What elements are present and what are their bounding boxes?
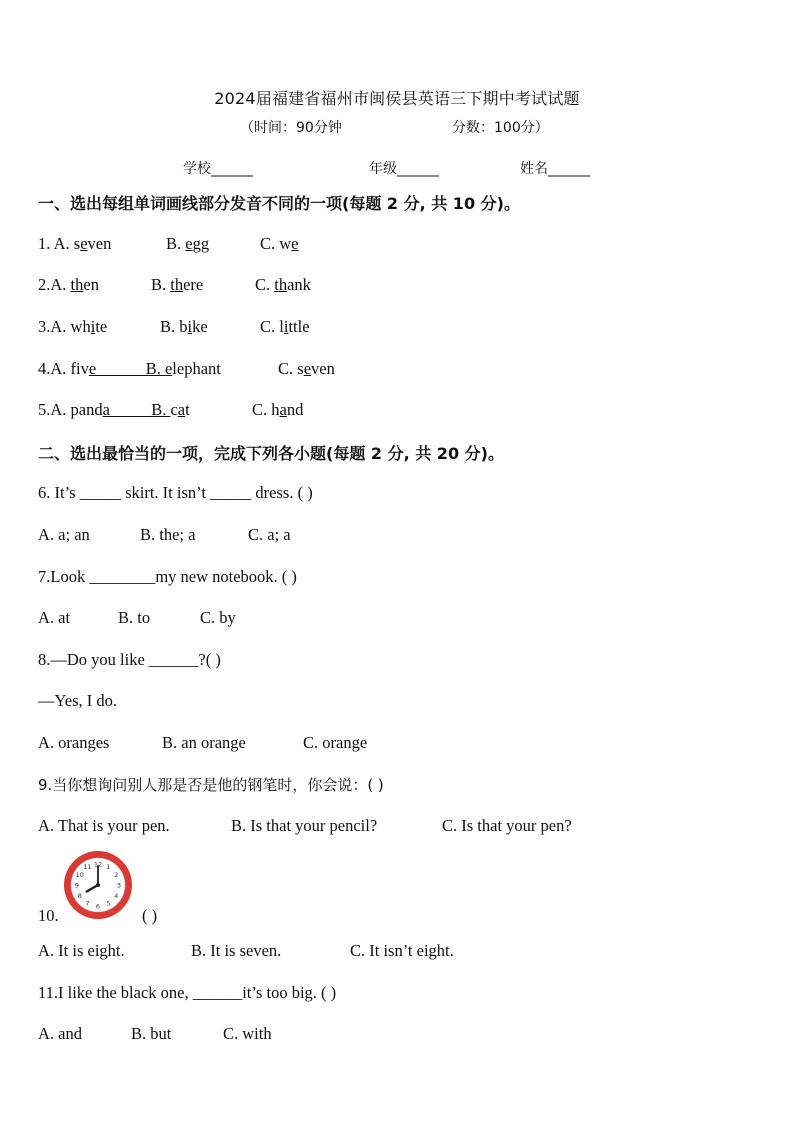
q4-option-c: C. seven bbox=[278, 359, 335, 378]
q7-option-b: B. to bbox=[118, 608, 151, 627]
clock-number: 8 bbox=[77, 891, 82, 900]
q11-option-a: A. and bbox=[38, 1024, 82, 1043]
question-8: 8.—Do you like ______?( ) bbox=[38, 650, 221, 669]
q9-option-a: A. That is your pen. bbox=[38, 816, 170, 835]
q8-option-c: C. orange bbox=[303, 733, 368, 752]
q10-answer-parens: ( ) bbox=[142, 906, 158, 925]
name-field[interactable]: 姓名______ bbox=[520, 161, 590, 177]
q8-reply: —Yes, I do. bbox=[38, 691, 118, 710]
clock-number: 9 bbox=[74, 881, 80, 890]
section2-heading: 二、选出最恰当的一项，完成下列各小题(每题 2 分, 共 20 分)。 bbox=[38, 444, 504, 463]
question-4: 4.A. five______B. elephant bbox=[38, 359, 221, 378]
q3-option-c: C. little bbox=[260, 317, 310, 336]
q10-option-c: C. It isn’t eight. bbox=[350, 941, 454, 960]
q2-option-b: B. there bbox=[151, 275, 204, 294]
question-1: 1. A. seven bbox=[38, 234, 112, 253]
q10-option-a: A. It is eight. bbox=[38, 941, 125, 960]
clock-number: 3 bbox=[116, 881, 122, 890]
q3-option-b: B. bike bbox=[160, 317, 208, 336]
clock-number: 1 bbox=[106, 863, 111, 872]
q5-option-c: C. hand bbox=[252, 400, 304, 419]
q1-option-c: C. we bbox=[260, 234, 299, 253]
clock-number: 7 bbox=[85, 899, 90, 908]
q6-option-c: C. a; a bbox=[248, 525, 291, 544]
page-title: 2024届福建省福州市闽侯县英语三下期中考试试题 bbox=[214, 89, 580, 108]
clock-number: 10 bbox=[75, 870, 84, 879]
question-11: 11.I like the black one, ______it’s too big. ( ) bbox=[38, 983, 337, 1002]
clock-center-pin bbox=[96, 883, 100, 887]
question-6: 6. It’s _____ skirt. It isn’t _____ dress. ( ) bbox=[38, 483, 313, 502]
clock-number: 11 bbox=[83, 863, 92, 872]
exam-score: 分数：100分） bbox=[452, 120, 549, 136]
clock-number: 12 bbox=[93, 860, 103, 869]
question-10: 10. bbox=[38, 906, 59, 925]
q11-option-c: C. with bbox=[223, 1024, 272, 1043]
q2-option-c: C. thank bbox=[255, 275, 311, 294]
q7-option-a: A. at bbox=[38, 608, 71, 627]
question-2: 2.A. then bbox=[38, 275, 99, 294]
question-3: 3.A. white bbox=[38, 317, 108, 336]
q8-option-b: B. an orange bbox=[162, 733, 246, 752]
clock-icon bbox=[62, 849, 134, 921]
question-5: 5.A. panda_____B. cat bbox=[38, 400, 190, 419]
clock-number: 6 bbox=[95, 902, 101, 911]
exam-time: （时间：90分钟 bbox=[240, 120, 342, 136]
q6-option-b: B. the; a bbox=[140, 525, 196, 544]
q10-option-b: B. It is seven. bbox=[191, 941, 282, 960]
clock-number: 4 bbox=[114, 891, 119, 900]
clock-number: 2 bbox=[114, 870, 119, 879]
q9-option-c: C. Is that your pen? bbox=[442, 816, 572, 835]
q8-option-a: A. oranges bbox=[38, 733, 110, 752]
q9-option-b: B. Is that your pencil? bbox=[231, 816, 378, 835]
question-7: 7.Look ________my new notebook. ( ) bbox=[38, 567, 297, 586]
q7-option-c: C. by bbox=[200, 608, 236, 627]
clock-number: 5 bbox=[106, 899, 111, 908]
q11-option-b: B. but bbox=[131, 1024, 172, 1043]
q1-option-b: B. egg bbox=[166, 234, 210, 253]
school-field[interactable]: 学校______ bbox=[183, 161, 253, 177]
question-9: 9.当你想询问别人那是否是他的钢笔时，你会说：( ) bbox=[38, 776, 384, 794]
grade-field[interactable]: 年级______ bbox=[369, 161, 439, 177]
section1-heading: 一、选出每组单词画线部分发音不同的一项(每题 2 分, 共 10 分)。 bbox=[38, 194, 520, 213]
q6-option-a: A. a; an bbox=[38, 525, 90, 544]
